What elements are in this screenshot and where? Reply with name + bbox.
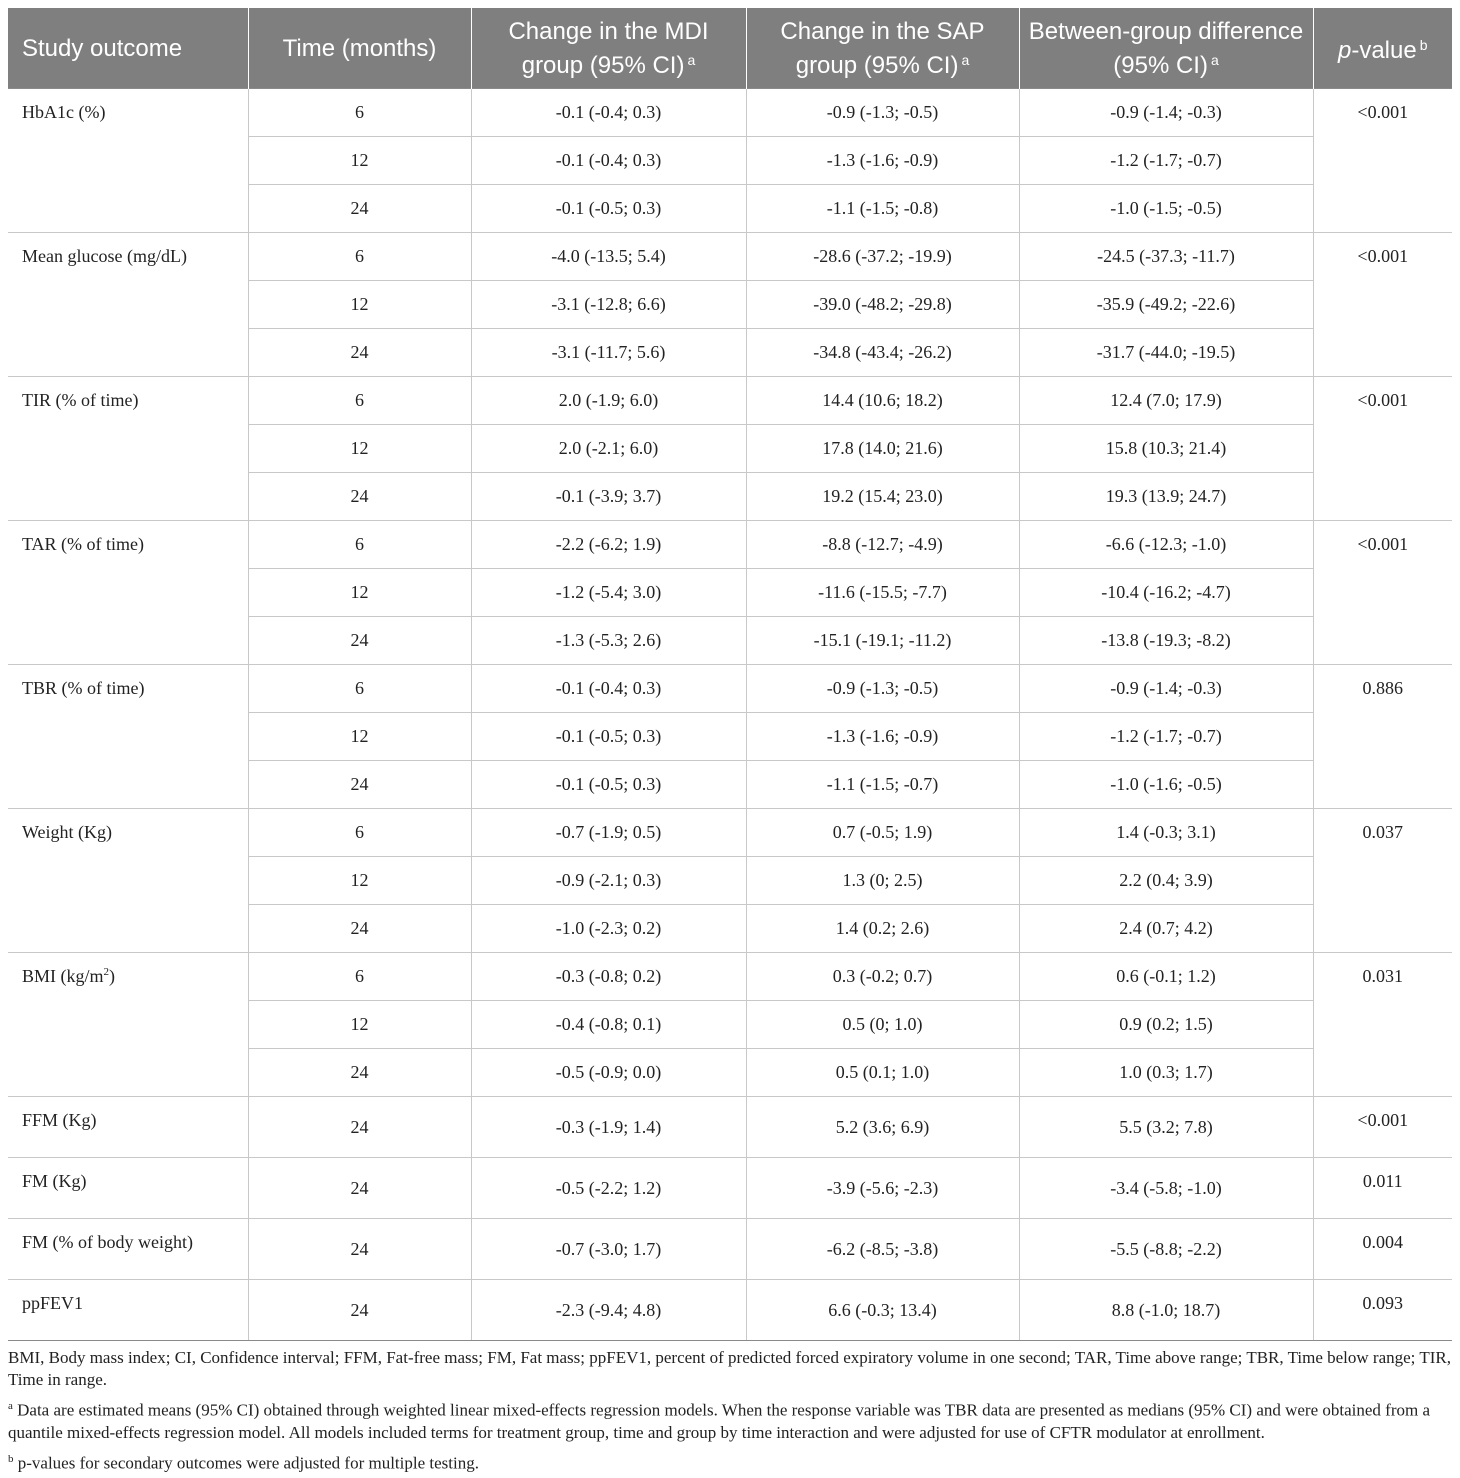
cell-sap: -39.0 (-48.2; -29.8) <box>746 281 1019 329</box>
cell-study-outcome: Mean glucose (mg/dL) <box>8 233 248 377</box>
cell-mdi: -3.1 (-11.7; 5.6) <box>471 329 746 377</box>
cell-mdi: -0.7 (-1.9; 0.5) <box>471 809 746 857</box>
cell-p-value: 0.037 <box>1313 809 1452 953</box>
table-body <box>8 89 1452 1341</box>
cell-mdi: -1.2 (-5.4; 3.0) <box>471 569 746 617</box>
cell-mdi: -0.3 (-0.8; 0.2) <box>471 953 746 1001</box>
cell-mdi: -0.5 (-0.9; 0.0) <box>471 1049 746 1097</box>
cell-time: 12 <box>248 857 471 905</box>
cell-sap: 0.7 (-0.5; 1.9) <box>746 809 1019 857</box>
cell-diff: -5.5 (-8.8; -2.2) <box>1019 1219 1313 1280</box>
cell-sap: -0.9 (-1.3; -0.5) <box>746 89 1019 137</box>
footnote-mark-a: a <box>687 51 696 68</box>
table-row <box>8 233 1452 281</box>
cell-p-value: <0.001 <box>1313 1097 1452 1158</box>
cell-mdi: -0.5 (-2.2; 1.2) <box>471 1158 746 1219</box>
table-row <box>8 1097 1452 1158</box>
cell-mdi: -0.1 (-0.4; 0.3) <box>471 665 746 713</box>
cell-sap: -0.9 (-1.3; -0.5) <box>746 665 1019 713</box>
cell-study-outcome: BMI $(kg/m^2)$ <box>8 953 248 1097</box>
cell-time: 24 <box>248 185 471 233</box>
cell-sap: 1.4 (0.2; 2.6) <box>746 905 1019 953</box>
cell-study-outcome: FFM (Kg) <box>8 1097 248 1158</box>
cell-time: 6 <box>248 233 471 281</box>
cell-time: 24 <box>248 905 471 953</box>
cell-diff: -1.2 (-1.7; -0.7) <box>1019 137 1313 185</box>
cell-mdi: -0.7 (-3.0; 1.7) <box>471 1219 746 1280</box>
header-study-outcome: Study outcome <box>8 8 248 89</box>
cell-time: 24 <box>248 1158 471 1219</box>
header-time: Time (months) <box>248 8 471 89</box>
cell-diff: 1.0 (0.3; 1.7) <box>1019 1049 1313 1097</box>
cell-time: 24 <box>248 617 471 665</box>
cell-mdi: -4.0 (-13.5; 5.4) <box>471 233 746 281</box>
cell-p-value: 0.011 <box>1313 1158 1452 1219</box>
cell-p-value: <0.001 <box>1313 89 1452 233</box>
cell-sap: 1.3 (0; 2.5) <box>746 857 1019 905</box>
cell-mdi: -0.1 (-0.4; 0.3) <box>471 137 746 185</box>
header-p-value: p-value $^b$ <box>1313 8 1452 89</box>
cell-study-outcome: FM (% of body weight) <box>8 1219 248 1280</box>
cell-sap: -1.1 (-1.5; -0.7) <box>746 761 1019 809</box>
cell-sap: -1.1 (-1.5; -0.8) <box>746 185 1019 233</box>
cell-diff: 12.4 (7.0; 17.9) <box>1019 377 1313 425</box>
cell-sap: 0.5 (0; 1.0) <box>746 1001 1019 1049</box>
cell-study-outcome: Weight (Kg) <box>8 809 248 953</box>
cell-mdi: -0.4 (-0.8; 0.1) <box>471 1001 746 1049</box>
cell-mdi: -3.1 (-12.8; 6.6) <box>471 281 746 329</box>
header-mdi-change: Change in the MDI group (95% CI) $^a$ <box>471 8 746 89</box>
cell-time: 6 <box>248 89 471 137</box>
cell-sap: 14.4 (10.6; 18.2) <box>746 377 1019 425</box>
cell-diff: 19.3 (13.9; 24.7) <box>1019 473 1313 521</box>
cell-diff: 0.9 (0.2; 1.5) <box>1019 1001 1313 1049</box>
table-row <box>8 1158 1452 1219</box>
cell-time: 12 <box>248 569 471 617</box>
cell-study-outcome: TBR (% of time) <box>8 665 248 809</box>
cell-diff: 1.4 (-0.3; 3.1) <box>1019 809 1313 857</box>
cell-p-value: <0.001 <box>1313 521 1452 665</box>
table-row <box>8 1280 1452 1341</box>
cell-sap: -1.3 (-1.6; -0.9) <box>746 713 1019 761</box>
cell-sap: -34.8 (-43.4; -26.2) <box>746 329 1019 377</box>
cell-time: 12 <box>248 713 471 761</box>
cell-time: 6 <box>248 809 471 857</box>
table-row <box>8 377 1452 425</box>
cell-sap: -28.6 (-37.2; -19.9) <box>746 233 1019 281</box>
cell-diff: -1.0 (-1.6; -0.5) <box>1019 761 1313 809</box>
cell-diff: -0.9 (-1.4; -0.3) <box>1019 89 1313 137</box>
results-table <box>8 8 1452 1341</box>
cell-time: 6 <box>248 377 471 425</box>
cell-time: 24 <box>248 761 471 809</box>
header-between-group-difference: Between-group difference (95% CI) $^a$ <box>1019 8 1313 89</box>
cell-sap: -11.6 (-15.5; -7.7) <box>746 569 1019 617</box>
table-header-row <box>8 8 1452 89</box>
cell-diff: -10.4 (-16.2; -4.7) <box>1019 569 1313 617</box>
cell-sap: -8.8 (-12.7; -4.9) <box>746 521 1019 569</box>
cell-mdi: -2.3 (-9.4; 4.8) <box>471 1280 746 1341</box>
cell-diff: 5.5 (3.2; 7.8) <box>1019 1097 1313 1158</box>
cell-time: 12 <box>248 425 471 473</box>
cell-study-outcome: HbA1c (%) <box>8 89 248 233</box>
cell-time: 24 <box>248 329 471 377</box>
cell-diff: 15.8 (10.3; 21.4) <box>1019 425 1313 473</box>
cell-time: 24 <box>248 1049 471 1097</box>
cell-diff: -13.8 (-19.3; -8.2) <box>1019 617 1313 665</box>
cell-mdi: -0.1 (-0.5; 0.3) <box>471 713 746 761</box>
cell-mdi: 2.0 (-2.1; 6.0) <box>471 425 746 473</box>
cell-p-value: 0.031 <box>1313 953 1452 1097</box>
cell-study-outcome: TIR (% of time) <box>8 377 248 521</box>
cell-diff: -31.7 (-44.0; -19.5) <box>1019 329 1313 377</box>
cell-p-value: 0.004 <box>1313 1219 1452 1280</box>
cell-diff: -24.5 (-37.3; -11.7) <box>1019 233 1313 281</box>
cell-time: 6 <box>248 953 471 1001</box>
table-row <box>8 953 1452 1001</box>
cell-sap: 0.3 (-0.2; 0.7) <box>746 953 1019 1001</box>
cell-time: 6 <box>248 521 471 569</box>
cell-sap: 5.2 (3.6; 6.9) <box>746 1097 1019 1158</box>
cell-mdi: -0.3 (-1.9; 1.4) <box>471 1097 746 1158</box>
cell-study-outcome: ppFEV1 <box>8 1280 248 1341</box>
cell-p-value: 0.886 <box>1313 665 1452 809</box>
cell-sap: 6.6 (-0.3; 13.4) <box>746 1280 1019 1341</box>
cell-time: 12 <box>248 1001 471 1049</box>
footnote-mark-b: b <box>1419 37 1428 53</box>
cell-mdi: -0.1 (-0.5; 0.3) <box>471 185 746 233</box>
cell-sap: 19.2 (15.4; 23.0) <box>746 473 1019 521</box>
footnote-mark-a: a <box>1210 51 1219 68</box>
cell-mdi: -0.1 (-0.5; 0.3) <box>471 761 746 809</box>
cell-mdi: -0.9 (-2.1; 0.3) <box>471 857 746 905</box>
results-table-container <box>8 8 1452 1478</box>
cell-time: 24 <box>248 1097 471 1158</box>
cell-study-outcome: FM (Kg) <box>8 1158 248 1219</box>
cell-p-value: <0.001 <box>1313 377 1452 521</box>
header-sap-change: Change in the SAP group (95% CI) $^a$ <box>746 8 1019 89</box>
cell-diff: 0.6 (-0.1; 1.2) <box>1019 953 1313 1001</box>
footnote-b: $^b$ p-values for secondary outcomes were adjusted for multiple testing. <box>8 1452 479 1473</box>
cell-diff: -6.6 (-12.3; -1.0) <box>1019 521 1313 569</box>
cell-time: 6 <box>248 665 471 713</box>
table-row <box>8 89 1452 137</box>
table-row <box>8 665 1452 713</box>
table-row <box>8 521 1452 569</box>
cell-mdi: 2.0 (-1.9; 6.0) <box>471 377 746 425</box>
cell-time: 24 <box>248 1219 471 1280</box>
cell-diff: -1.2 (-1.7; -0.7) <box>1019 713 1313 761</box>
cell-mdi: -2.2 (-6.2; 1.9) <box>471 521 746 569</box>
cell-mdi: -1.0 (-2.3; 0.2) <box>471 905 746 953</box>
cell-time: 12 <box>248 137 471 185</box>
cell-study-outcome: TAR (% of time) <box>8 521 248 665</box>
cell-diff: -3.4 (-5.8; -1.0) <box>1019 1158 1313 1219</box>
cell-sap: 17.8 (14.0; 21.6) <box>746 425 1019 473</box>
cell-diff: -1.0 (-1.5; -0.5) <box>1019 185 1313 233</box>
cell-sap: -6.2 (-8.5; -3.8) <box>746 1219 1019 1280</box>
table-row <box>8 809 1452 857</box>
cell-diff: -35.9 (-49.2; -22.6) <box>1019 281 1313 329</box>
cell-diff: -0.9 (-1.4; -0.3) <box>1019 665 1313 713</box>
footnote-abbreviations: BMI, Body mass index; CI, Confidence interval; FFM, Fat-free mass; FM, Fat mass; ppFEV1, percent of predicted forced expiratory volume in one second; TAR, Time above range; TBR, Time below range; TIR, Time in range. <box>8 1348 1451 1389</box>
cell-time: 24 <box>248 1280 471 1341</box>
cell-sap: -3.9 (-5.6; -2.3) <box>746 1158 1019 1219</box>
table-footnotes <box>8 1347 1452 1474</box>
cell-p-value: <0.001 <box>1313 233 1452 377</box>
cell-time: 12 <box>248 281 471 329</box>
cell-sap: -1.3 (-1.6; -0.9) <box>746 137 1019 185</box>
cell-diff: 8.8 (-1.0; 18.7) <box>1019 1280 1313 1341</box>
cell-mdi: -0.1 (-3.9; 3.7) <box>471 473 746 521</box>
footnote-mark-a: a <box>961 51 970 68</box>
cell-time: 24 <box>248 473 471 521</box>
table-row <box>8 1219 1452 1280</box>
footnote-a: $^a$ Data are estimated means (95% CI) obtained through weighted linear mixed-effects regression models. When the response variable was TBR data are presented as medians (95% CI) and were obtained from a quantile mixed-effects regression model. All models included terms for treatment group, time and group by time interaction and were adjusted for use of CFTR modulator at enrollment. <box>8 1400 1431 1442</box>
cell-diff: 2.2 (0.4; 3.9) <box>1019 857 1313 905</box>
cell-p-value: 0.093 <box>1313 1280 1452 1341</box>
cell-mdi: -1.3 (-5.3; 2.6) <box>471 617 746 665</box>
cell-mdi: -0.1 (-0.4; 0.3) <box>471 89 746 137</box>
cell-sap: 0.5 (0.1; 1.0) <box>746 1049 1019 1097</box>
cell-sap: -15.1 (-19.1; -11.2) <box>746 617 1019 665</box>
cell-diff: 2.4 (0.7; 4.2) <box>1019 905 1313 953</box>
